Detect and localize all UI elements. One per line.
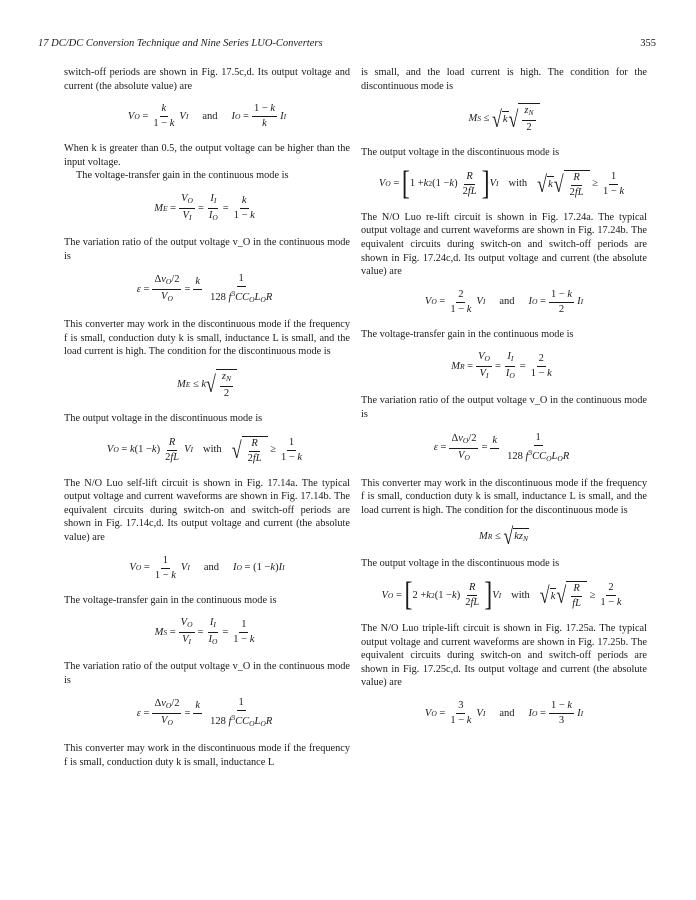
paragraph: The output voltage in the discontinuous mode is: [361, 558, 560, 570]
running-header: [38, 38, 656, 54]
equation: M S = $\frac{V_O}{V_I}$ = $\frac{I_I}{I_O}$ = $\frac{1}{1 - k}$: [154, 617, 255, 647]
paragraph: This converter may work in the discontinuous mode if the frequency f is small, conduction duty k is small, inductance L is small, and the load current is high. The condition for the discontinuous mode is: [361, 477, 647, 516]
equation: ε = $\frac{\Delta v_O/2}{V_O}$ = k $\frac{1}{128 f^3CC_OL_OR}$: [136, 273, 273, 305]
equation: V O = $\frac{2}{1 - k}$ V I and I O = $\frac{1 - k}{2}$ I I: [424, 288, 584, 315]
equation: V O = $\frac{k}{1 - k}$ V I and I O = $\frac{1 - k}{k}$ I I: [127, 103, 287, 130]
page-number: 355: [640, 38, 656, 49]
chapter-title: 17 DC/DC Conversion Technique and Nine Series LUO-Converters: [38, 38, 323, 49]
paragraph: When k is greater than 0.5, the output voltage can be higher than the input voltage.: [64, 143, 350, 168]
paragraph: The voltage-transfer gain in the continuous mode is: [64, 594, 277, 606]
paragraph: The N/O Luo self-lift circuit is shown in Fig. 17.14a. The typical output voltage and current waveforms are shown in Fig. 17.14b. The equivalent circuits during switch-on and switch-off periods are shown in Fig. 17.14c,d. Its output voltage and current (the absolute value) are: [64, 477, 350, 543]
equation: M S ≤ √ k √ $\frac{z_N}{2}$: [361, 103, 647, 134]
equation: M R = $\frac{V_O}{V_I}$ = $\frac{I_I}{I_O}$ = $\frac{2}{1 - k}$: [451, 351, 552, 381]
paragraph: The voltage-transfer gain in the continuous mode is: [361, 328, 574, 340]
equation: M E = $\frac{V_O}{V_I}$ = $\frac{I_I}{I_O}$ = $\frac{k}{1 - k}$: [154, 192, 255, 222]
equation: V O = k (1 − k ) $\frac{R}{2fL}$ V I with √ $\frac{R}{2fL}$ ≥ $\frac{1}{1 - k}$: [106, 436, 303, 464]
paragraph: The N/O Luo triple-lift circuit is shown in Fig. 17.25a. The typical output voltage and current waveforms are shown in Fig. 17.25b. The equivalent circuits during switch-on and switch-off periods are shown in Fig. 17.25c,d. Its output voltage and current (the absolute value) are: [361, 622, 647, 689]
paragraph: The output voltage in the discontinuous mode is: [361, 147, 560, 159]
equation: ε = $\frac{\Delta v_O/2}{V_O}$ = k $\frac{1}{128 f^3CC_OL_OR}$: [433, 431, 570, 463]
equation: M E ≤ k √ $\frac{z_N}{2}$: [64, 369, 350, 400]
paragraph: The variation ratio of the output voltage v_O in the continuous mode is: [64, 661, 350, 686]
equation: V O = [ 2 + k 2 (1 − k ) $\frac{R}{2fL}$ ] V I with √ k √ $\frac{R}{fL}$ ≥ $\frac{2}{1 - k}$: [381, 577, 622, 614]
paragraph: The variation ratio of the output voltage v_O in the continuous mode is: [361, 395, 647, 420]
paragraph: The output voltage in the discontinuous mode is: [64, 412, 263, 424]
paragraph: The voltage-transfer gain in the continuous mode is: [76, 170, 289, 182]
paragraph: is small, and the load current is high. The condition for the discontinuous mode is: [361, 67, 647, 92]
paragraph: The variation ratio of the output voltage v_O in the continuous mode is: [64, 236, 350, 262]
paragraph: This converter may work in the discontinuous mode if the frequency f is small, conduction duty k is small, inductance L: [64, 743, 350, 768]
equation: V O = [ 1 + k 2 (1 − k ) $\frac{R}{2fL}$ ] V I with √ k √ $\frac{R}{2fL}$ ≥ $\frac{1}{1 - k}$: [378, 166, 625, 203]
paragraph: The N/O Luo re-lift circuit is shown in Fig. 17.24a. The typical output voltage and current waveforms are shown in Fig. 17.24b. The equivalent circuits during switch-on and switch-off periods are shown in Fig. 17.24c,d. Its output voltage and current (the absolute value) are: [361, 211, 647, 278]
paragraph: This converter may work in the discontinuous mode if the frequency f is small, conduction duty k is small, inductance L is small, and the load current is high. The condition for the discontinuous mode is: [64, 319, 350, 358]
equation: V O = $\frac{3}{1 - k}$ V I and I O = $\frac{1 - k}{3}$ I I: [424, 699, 584, 726]
paragraph: switch-off periods are shown in Fig. 17.5c,d. Its output voltage and current (the absolute value) are: [64, 67, 350, 92]
equation: M R ≤ √ $kz_N$: [478, 523, 528, 550]
equation: ε = $\frac{\Delta v_O/2}{V_O}$ = k $\frac{1}{128 f^3CC_OL_OR}$: [136, 697, 273, 729]
right-column: [361, 66, 647, 739]
left-column: [64, 66, 350, 769]
equation: V O = $\frac{1}{1 - k}$ V I and I O = (1 − k ) I I: [129, 554, 285, 581]
